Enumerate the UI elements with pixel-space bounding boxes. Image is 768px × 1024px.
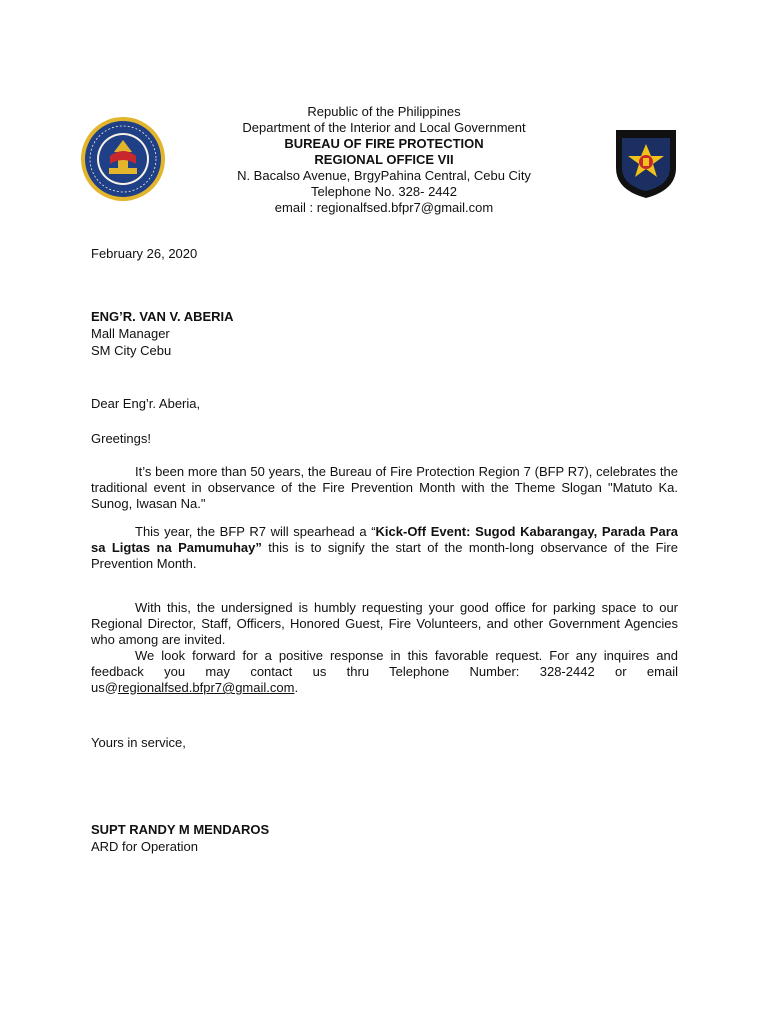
paragraph-kickoff-intro: This year, the BFP R7 will spearhead a “ — [135, 524, 376, 539]
letterhead-email: email : regionalfsed.bfpr7@gmail.com — [274, 200, 494, 215]
letterhead — [190, 104, 578, 216]
bfp-seal-left-icon — [80, 116, 166, 202]
paragraph-request-text: With this, the undersigned is humbly requesting your good office for parking space to our Regional Director, Staff, Officers, Honored Guest, Fire Volunteers, and other Government Agencies who among are invited. — [91, 600, 678, 647]
paragraph-contact-end: . — [294, 680, 299, 695]
closing: Yours in service, — [91, 735, 186, 750]
paragraph-anniversary — [91, 464, 678, 512]
paragraph-kickoff-rest: this is to signify the start of the month-long observance of the Fire Prevention Month. — [91, 540, 678, 571]
salutation: Dear Eng’r. Aberia, — [91, 396, 201, 411]
paragraph-contact-text: We look forward for a positive response in this favorable request. For any inquires and feedback you may contact us thru Telephone Number: 328-2442 or email us@ — [91, 648, 678, 695]
letter-date: February 26, 2020 — [91, 246, 198, 261]
letterhead-republic: Republic of the Philippines — [307, 104, 461, 119]
paragraph-request — [91, 600, 678, 648]
paragraph-kickoff — [91, 524, 678, 572]
paragraph-contact — [91, 648, 678, 696]
greeting: Greetings! — [91, 431, 151, 446]
signature-block — [91, 821, 269, 855]
recipient-name: ENG’R. VAN V. ABERIA — [91, 309, 234, 324]
recipient-block — [91, 308, 234, 359]
recipient-org: SM City Cebu — [91, 343, 172, 358]
paragraph-anniversary-text: It’s been more than 50 years, the Bureau of Fire Protection Region 7 (BFP R7), celebrates the traditional event in observance of the Fire Prevention Month with the Theme Slogan "Matuto Ka. Sunog, Iwasan Na." — [91, 464, 678, 511]
letterhead-telephone: Telephone No. 328- 2442 — [310, 184, 457, 199]
letterhead-department: Department of the Interior and Local Government — [242, 120, 526, 135]
letterhead-address: N. Bacalso Avenue, BrgyPahina Central, Cebu City — [237, 168, 531, 183]
recipient-title: Mall Manager — [91, 326, 170, 341]
email-link[interactable]: regionalfsed.bfpr7@gmail.com — [117, 680, 295, 695]
letterhead-regional-office: REGIONAL OFFICE VII — [314, 152, 454, 167]
event-title: Kick-Off Event: Sugod Kabarangay, Parada Para sa Ligtas na Pamumuhay” — [91, 524, 678, 555]
signatory-name: SUPT RANDY M MENDAROS — [91, 822, 270, 837]
letterhead-bureau: BUREAU OF FIRE PROTECTION — [284, 136, 484, 151]
signatory-position: ARD for Operation — [91, 839, 198, 854]
bfp-badge-right-icon — [610, 124, 682, 200]
